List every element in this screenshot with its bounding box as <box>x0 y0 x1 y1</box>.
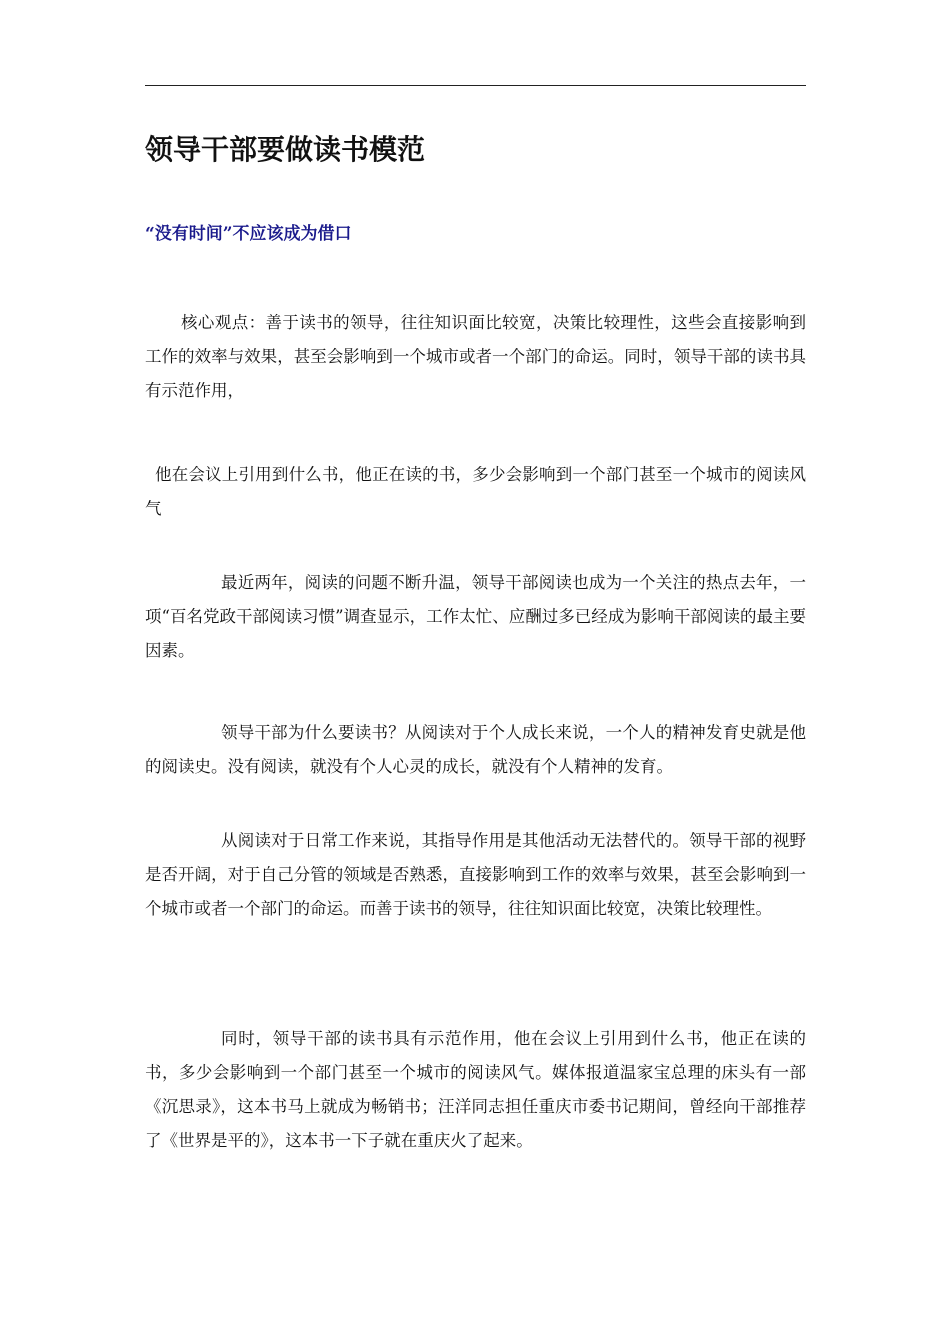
section-subtitle: “没有时间”不应该成为借口 <box>145 224 352 244</box>
paragraph-demonstration: 同时，领导干部的读书具有示范作用，他在会议上引用到什么书，他正在读的书，多少会影响到一个部门甚至一个城市的阅读风气。媒体报道温家宝总理的床头有一部《沉思录》，这本书马上就成为畅销书；汪洋同志担任重庆市委书记期间，曾经向干部推荐了《世界是平的》，这本书一下子就在重庆火了起来。 <box>145 1029 806 1150</box>
paragraph-daily-work: 从阅读对于日常工作来说，其指导作用是其他活动无法替代的。领导干部的视野是否开阔，对于自己分管的领域是否熟悉，直接影响到工作的效率与效果，甚至会影响到一个城市或者一个部门的命运。而善于读书的领导，往往知识面比较宽，决策比较理性。 <box>145 831 806 918</box>
paragraph-core-viewpoint: 核心观点：善于读书的领导，往往知识面比较宽，决策比较理性，这些会直接影响到工作的效率与效果，甚至会影响到一个城市或者一个部门的命运。同时，领导干部的读书具有示范作用， <box>145 313 806 400</box>
document-title: 领导干部要做读书模范 <box>145 133 426 166</box>
paragraph-recent-years: 最近两年，阅读的问题不断升温，领导干部阅读也成为一个关注的热点去年，一项“百名党政干部阅读习惯”调查显示，工作太忙、应酬过多已经成为影响干部阅读的最主要因素。 <box>145 573 806 660</box>
header-rule <box>145 85 806 86</box>
paragraph-why-read: 领导干部为什么要读书？从阅读对于个人成长来说，一个人的精神发育史就是他的阅读史。没有阅读，就没有个人心灵的成长，就没有个人精神的发育。 <box>145 723 806 776</box>
paragraph-meeting-influence: 他在会议上引用到什么书，他正在读的书，多少会影响到一个部门甚至一个城市的阅读风气 <box>145 465 806 518</box>
